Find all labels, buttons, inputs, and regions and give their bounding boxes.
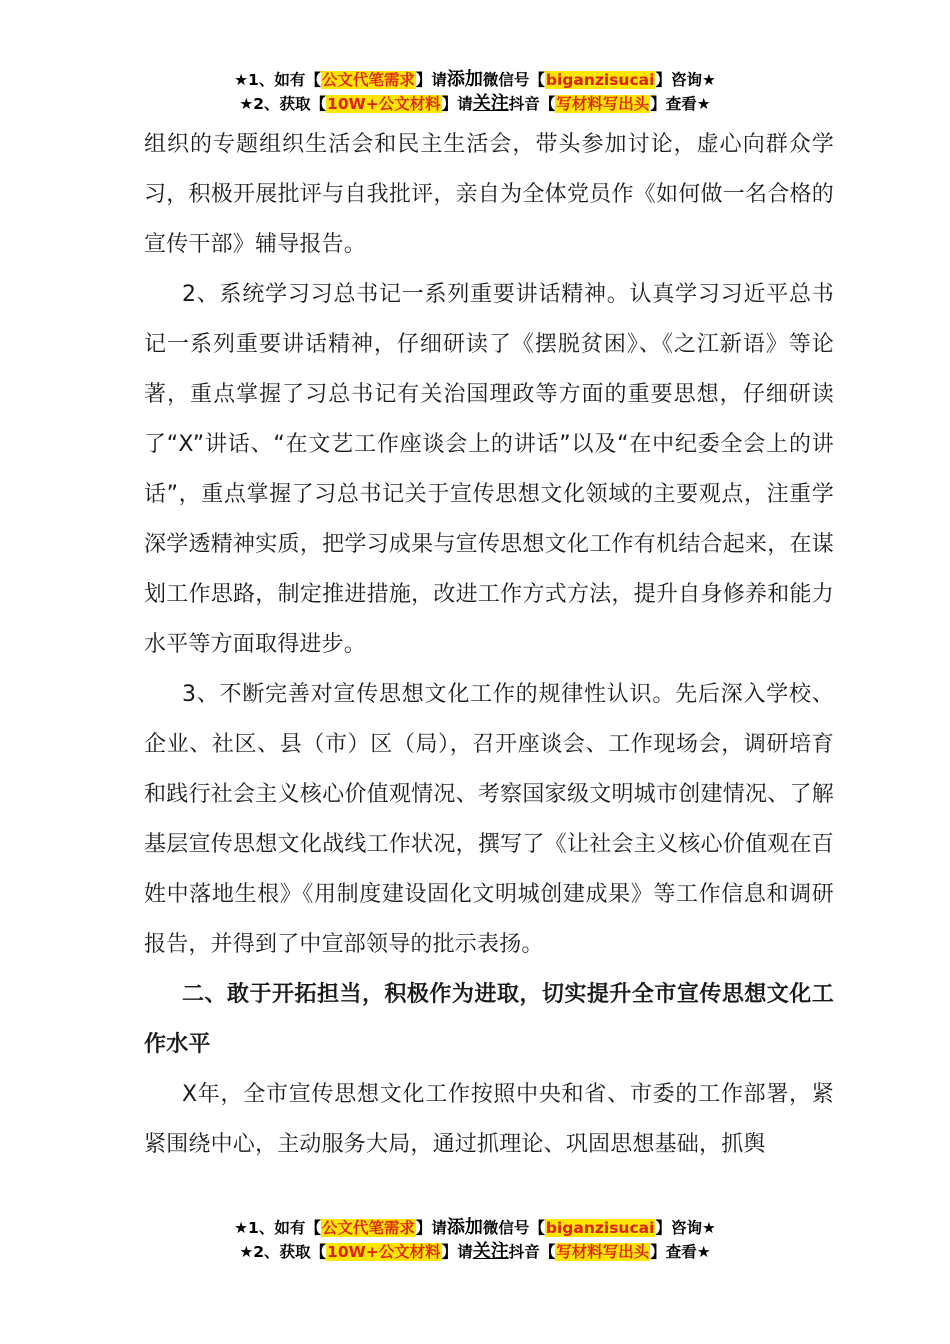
highlight-materials: 10W+公文材料 <box>327 1243 441 1261</box>
promo-line-2: ★2、获取【10W+公文材料】请关注抖音【写材料写出头】查看★ <box>239 1241 711 1262</box>
promo-banner-bottom <box>0 1216 950 1264</box>
highlight-materials: 10W+公文材料 <box>327 95 441 113</box>
section-heading: 二、敢于开拓担当，积极作为进取，切实提升全市宣传思想文化工作水平 <box>144 982 834 1057</box>
highlight-douyin-account: 写材料写出头 <box>556 95 650 113</box>
highlight-wechat-id: biganzisucai <box>545 1219 655 1237</box>
highlight-service: 公文代笔需求 <box>321 71 415 89</box>
promo-line-2: ★2、获取【10W+公文材料】请关注抖音【写材料写出头】查看★ <box>239 93 711 114</box>
highlight-service: 公文代笔需求 <box>321 1219 415 1237</box>
promo-line-1: ★1、如有【公文代笔需求】请添加微信号【biganzisucai】咨询★ <box>234 1217 716 1238</box>
paragraph-year-summary: X年，全市宣传思想文化工作按照中央和省、市委的工作部署，紧紧围绕中心，主动服务大局，通过抓理论、巩固思想基础，抓舆 <box>144 1082 834 1157</box>
paragraph-research: 3、不断完善对宣传思想文化工作的规律性认识。先后深入学校、企业、社区、县（市）区（局），召开座谈会、工作现场会，调研培育和践行社会主义核心价值观情况、考察国家级文明城市创建情况、了解基层宣传思想文化战线工作状况，撰写了《让社会主义核心价值观在百姓中落地生根》《用制度建设固化文明城创建成果》等工作信息和调研报告，并得到了中宣部领导的批示表扬。 <box>144 682 834 957</box>
document-body <box>144 120 834 1170</box>
promo-banner-top <box>0 68 950 116</box>
promo-line-1: ★1、如有【公文代笔需求】请添加微信号【biganzisucai】咨询★ <box>234 69 716 90</box>
highlight-douyin-account: 写材料写出头 <box>556 1243 650 1261</box>
highlight-wechat-id: biganzisucai <box>545 71 655 89</box>
paragraph-continuation: 组织的专题组织生活会和民主生活会，带头参加讨论，虚心向群众学习，积极开展批评与自我批评，亲自为全体党员作《如何做一名合格的宣传干部》辅导报告。 <box>144 132 834 257</box>
paragraph-study-speeches: 2、系统学习习总书记一系列重要讲话精神。认真学习习近平总书记一系列重要讲话精神，仔细研读了《摆脱贫困》、《之江新语》等论著，重点掌握了习总书记有关治国理政等方面的重要思想，仔细研读了“X”讲话、“在文艺工作座谈会上的讲话”以及“在中纪委全会上的讲话”，重点掌握了习总书记关于宣传思想文化领域的主要观点，注重学深学透精神实质，把学习成果与宣传思想文化工作有机结合起来，在谋划工作思路，制定推进措施，改进工作方式方法，提升自身修养和能力水平等方面取得进步。 <box>144 282 834 657</box>
